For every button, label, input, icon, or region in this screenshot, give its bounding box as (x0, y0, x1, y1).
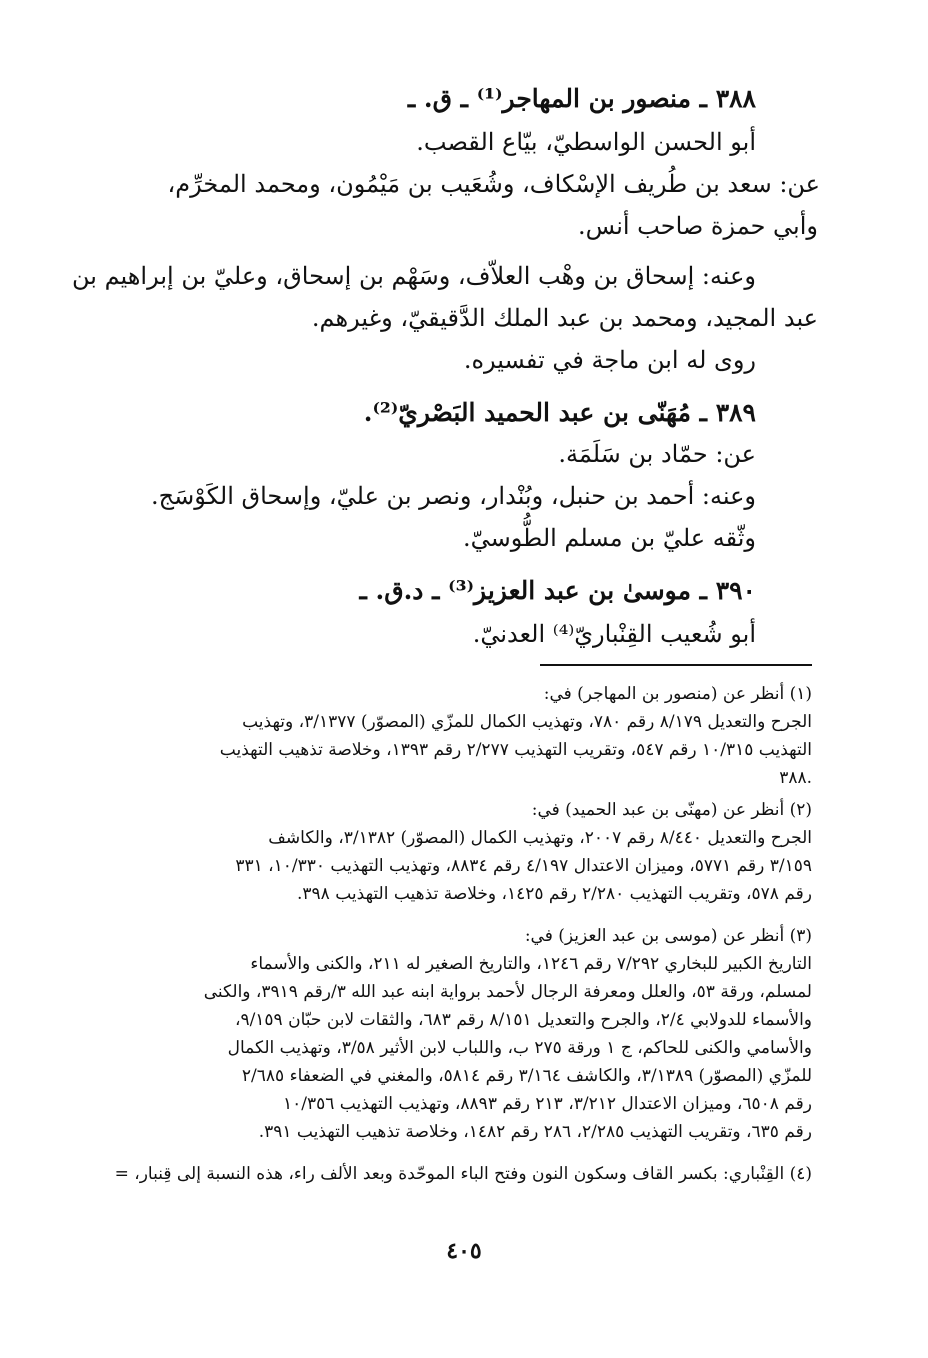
page-number: ٤٠٥ (446, 1238, 482, 1264)
entry-line: وعنه: إسحاق بن وهْب العلاّف، وسَهْم بن إسحاق، وعليّ بن إبراهيم بن (71, 262, 756, 290)
entry-line: وأبي حمزة صاحب أنس. (577, 212, 818, 240)
footnote-line: رقم ٦٣٥، وتقريب التهذيب ٢/٢٨٥، ٢٨٦ رقم ١٤٨٢، وخلاصة تذهيب التهذيب ٣٩١. (258, 1122, 812, 1142)
footnote-line: (١) أنظر عن (منصور بن المهاجر) في: (543, 684, 812, 704)
footnote-line: للمزّي (المصوّر) ٣/١٣٨٩، والكاشف ٣/١٦٤ رقم ٥٨١٤، والمغني في الضعفاء ٢/٦٨٥ (241, 1066, 812, 1086)
entry-line: روى له ابن ماجة في تفسيره. (463, 346, 756, 374)
footnote-line: لمسلم، ورقة ٥٣، والعلل ومعرفة الرجال لأحمد برواية ابنه عبد الله ٣/رقم ٣٩١٩، والكنى (203, 982, 812, 1002)
footnote-line: والأسامي والكنى للحاكم، ج ١ ورقة ٢٧٥ ب، واللباب لابن الأثير ٣/٥٨، وتهذيب الكمال (227, 1038, 812, 1058)
footnote-line: ٣٨٨. (779, 768, 812, 788)
entry-line: أبو الحسن الواسطيّ، بيّاع القصب. (416, 128, 756, 156)
footnote-line: التاريخ الكبير للبخاري ٧/٢٩٢ رقم ١٢٤٦، والتاريخ الصغير له ٢١١، والكنى والأسماء (250, 954, 812, 974)
footnote-line: الجرح والتعديل ٨/١٧٩ رقم ٧٨٠، وتهذيب الكمال للمزّي (المصوّر) ٣/١٣٧٧، وتهذيب (242, 712, 812, 732)
entry-line: أبو شُعيب القِنْباريّ⁽⁴⁾ العدنيّ. (472, 620, 756, 648)
entry-heading: ٣٨٨ ـ منصور بن المهاجر⁽¹⁾ ـ ق. ـ (407, 84, 756, 113)
footnote-line: رقم ٦٥٠٨، وميزان الاعتدال ٣/٢١٢، ٢١٣ رقم ٨٨٩٣، وتهذيب التهذيب ١٠/٣٥٦ (282, 1094, 812, 1114)
entry-heading: ٣٩٠ ـ موسىٰ بن عبد العزيز⁽³⁾ ـ د.ق. ـ (359, 576, 756, 605)
footnote-line: رقم ٥٧٨، وتقريب التهذيب ٢/٢٨٠ رقم ١٤٢٥، وخلاصة تذهيب التهذيب ٣٩٨. (297, 884, 812, 904)
footnote-line: والأسماء للدولابي ٢/٤، والجرح والتعديل ٨/١٥١ رقم ٦٨٣، والثقات لابن حبّان ٩/١٥٩، (234, 1010, 812, 1030)
footnote-line: (٣) أنظر عن (موسى بن عبد العزيز) في: (524, 926, 812, 946)
entry-line: عن: سعد بن طُريف الإسْكاف، وشُعَيب بن مَيْمُون، ومحمد المخرِّم، (167, 170, 820, 198)
entry-line: عن: حمّاد بن سَلَمَة. (558, 440, 756, 468)
footnote-line: ٣/١٥٩ رقم ٥٧٧١، وميزان الاعتدال ٤/١٩٧ رقم ٨٨٣٤، وتهذيب التهذيب ١٠/٣٣٠، ٣٣١ (235, 856, 812, 876)
entry-line: وعنه: أحمد بن حنبل، وبُنْدار، ونصر بن عليّ، وإسحاق الكَوْسَج. (151, 482, 756, 510)
entry-heading: ٣٨٩ ـ مُهَنّى بن عبد الحميد البَصْريّ⁽²⁾. (363, 398, 756, 427)
footnote-line: الجرح والتعديل ٨/٤٤٠ رقم ٢٠٠٧، وتهذيب الكمال (المصوّر) ٣/١٣٨٢، والكاشف (268, 828, 812, 848)
footnote-line: (٤) القِنْباري: بكسر القاف وسكون النون وفتح الباء الموحّدة وبعد الألف راء، هذه النسبة إلى قِنبار، = (114, 1164, 812, 1184)
footnote-line: التهذيب ١٠/٣١٥ رقم ٥٤٧، وتقريب التهذيب ٢/٢٧٧ رقم ١٣٩٣، وخلاصة تذهيب التهذيب (219, 740, 812, 760)
entry-line: وثّقه عليّ بن مسلم الطُّوسيّ. (462, 524, 756, 552)
footnote-line: (٢) أنظر عن (مهنّى بن عبد الحميد) في: (531, 800, 812, 820)
entry-line: عبد المجيد، ومحمد بن عبد الملك الدَّقيقيّ، وغيرهم. (311, 304, 818, 332)
footnote-separator (540, 664, 812, 666)
